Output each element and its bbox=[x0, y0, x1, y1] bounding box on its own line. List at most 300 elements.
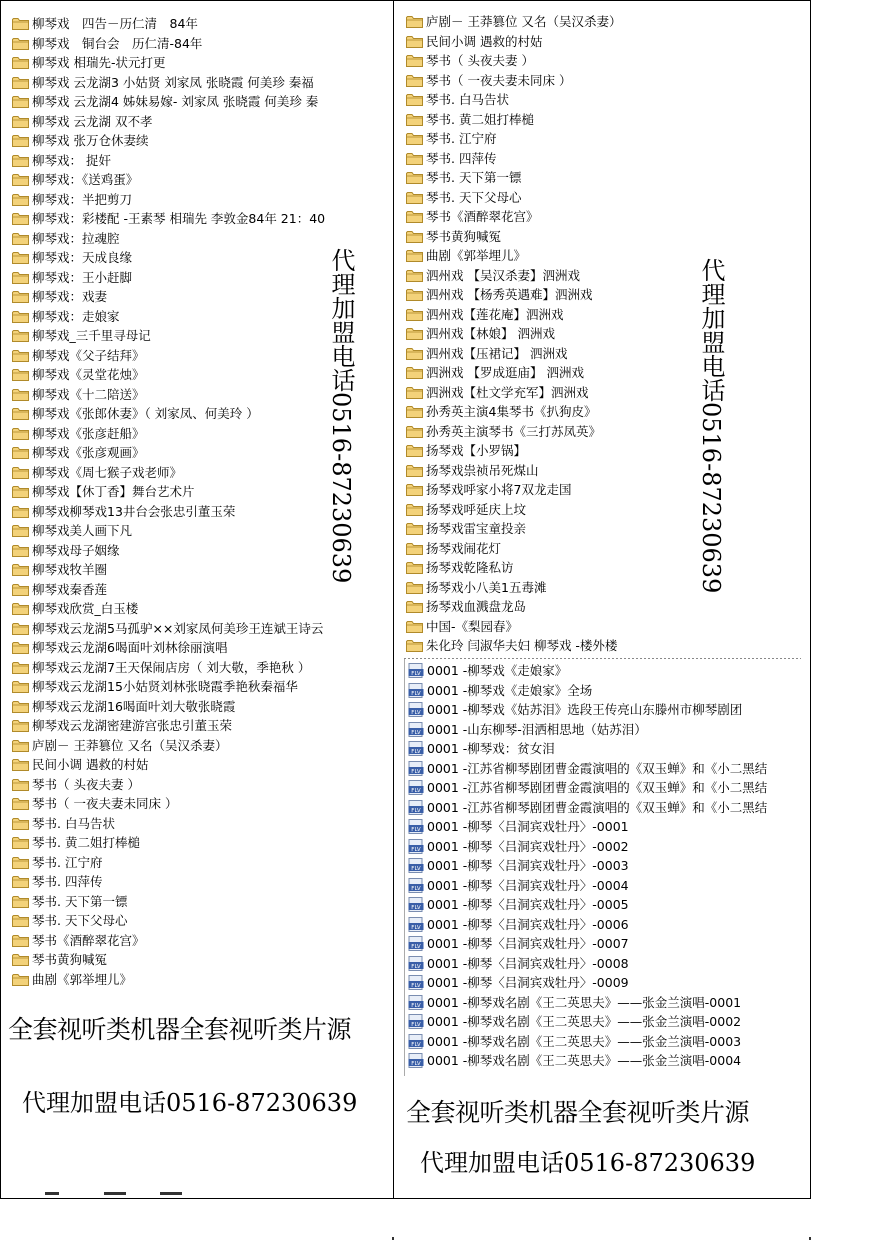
item-label: 柳琴戏：半把剪刀 bbox=[32, 191, 133, 207]
folder-icon bbox=[12, 875, 29, 888]
folder-item[interactable] bbox=[406, 422, 621, 442]
folder-item[interactable] bbox=[12, 112, 325, 132]
folder-icon bbox=[406, 132, 423, 145]
scan-artifact bbox=[809, 1237, 811, 1240]
folder-item[interactable] bbox=[406, 636, 621, 653]
folder-item[interactable] bbox=[406, 266, 621, 286]
folder-icon bbox=[406, 347, 423, 360]
item-label: 柳琴戏：彩楼配 -王素琴 相瑞先 李敦金84年 21：40 bbox=[32, 211, 326, 226]
folder-item[interactable] bbox=[12, 775, 325, 795]
folder-icon bbox=[12, 407, 29, 420]
folder-item[interactable] bbox=[406, 227, 621, 247]
file-list-top-border bbox=[404, 658, 801, 659]
folder-item[interactable] bbox=[12, 151, 325, 171]
file-item[interactable] bbox=[408, 837, 767, 857]
item-label: 曲剧《郭举埋儿》 bbox=[32, 971, 133, 987]
file-item[interactable] bbox=[408, 1012, 767, 1032]
flv-file-icon bbox=[408, 956, 424, 971]
folder-icon bbox=[12, 758, 29, 771]
svg-text:FLV: FLV bbox=[411, 983, 421, 990]
folder-item[interactable] bbox=[12, 170, 325, 190]
folder-item[interactable] bbox=[12, 521, 325, 541]
folder-icon bbox=[12, 329, 29, 342]
folder-item[interactable] bbox=[12, 872, 325, 892]
folder-item[interactable] bbox=[12, 911, 325, 931]
folder-icon bbox=[12, 349, 29, 362]
folder-icon bbox=[12, 427, 29, 440]
folder-icon bbox=[12, 973, 29, 986]
item-label: 柳琴戏欣赏_白玉楼 bbox=[32, 601, 139, 616]
folder-item[interactable] bbox=[12, 482, 325, 502]
item-label: 琴书. 江宁府 bbox=[426, 131, 497, 146]
file-item[interactable] bbox=[408, 759, 767, 779]
flv-file-icon bbox=[408, 663, 424, 678]
svg-text:FLV: FLV bbox=[411, 827, 421, 834]
folder-icon bbox=[12, 232, 29, 245]
svg-text:FLV: FLV bbox=[411, 690, 421, 697]
folder-item[interactable] bbox=[12, 209, 325, 229]
folder-icon bbox=[12, 719, 29, 732]
folder-icon bbox=[12, 953, 29, 966]
item-label: 琴书. 黄二姐打棒槌 bbox=[426, 111, 534, 127]
folder-item[interactable] bbox=[406, 461, 621, 481]
item-label: 琴书. 四萍传 bbox=[426, 150, 497, 166]
folder-item[interactable] bbox=[12, 755, 325, 775]
folder-icon bbox=[406, 483, 423, 496]
folder-item[interactable] bbox=[406, 90, 621, 110]
folder-icon bbox=[406, 152, 423, 165]
svg-text:FLV: FLV bbox=[411, 749, 421, 756]
folder-item[interactable] bbox=[12, 931, 325, 951]
folder-icon bbox=[406, 15, 423, 28]
folder-icon bbox=[12, 466, 29, 479]
svg-text:FLV: FLV bbox=[411, 963, 421, 970]
file-item[interactable] bbox=[408, 876, 767, 896]
folder-item[interactable] bbox=[12, 970, 325, 990]
folder-icon bbox=[12, 856, 29, 869]
folder-item[interactable] bbox=[406, 519, 621, 539]
flv-file-icon bbox=[408, 1053, 424, 1068]
item-label: 泗洲戏【杜文学充军】泗洲戏 bbox=[426, 384, 589, 400]
folder-item[interactable] bbox=[12, 833, 325, 853]
flv-file-icon bbox=[408, 858, 424, 873]
item-label: 泗州戏【压裙记】 泗洲戏 bbox=[426, 345, 568, 361]
folder-item[interactable] bbox=[12, 248, 325, 268]
folder-item[interactable] bbox=[406, 129, 621, 149]
folder-item[interactable] bbox=[12, 892, 325, 912]
folder-icon bbox=[12, 212, 29, 225]
item-label: 柳琴戏《张彦观画》 bbox=[32, 445, 145, 460]
folder-icon bbox=[12, 700, 29, 713]
svg-text:FLV: FLV bbox=[411, 1002, 421, 1009]
item-label: 0001 -柳琴戏《姑苏泪》选段王传亮山东滕州市柳琴剧团 bbox=[427, 702, 743, 717]
folder-item[interactable] bbox=[406, 578, 621, 598]
folder-item[interactable] bbox=[12, 287, 325, 307]
item-label: 扬琴戏呼延庆上坟 bbox=[426, 501, 527, 517]
item-label: 柳琴戏母子姻缘 bbox=[32, 542, 120, 558]
item-label: 0001 -柳琴戏《走娘家》全场 bbox=[427, 682, 593, 698]
folder-item[interactable] bbox=[406, 480, 621, 500]
file-item[interactable] bbox=[408, 954, 767, 974]
flv-file-icon bbox=[408, 897, 424, 912]
item-label: 朱化玲 闫淑华夫妇 柳琴戏 -楼外楼 bbox=[426, 638, 618, 653]
folder-item[interactable] bbox=[406, 110, 621, 130]
item-label: 琴书. 天下第一镖 bbox=[32, 893, 128, 909]
item-label: 柳琴戏云龙湖5马孤驴××刘家凤何美珍王连斌王诗云 bbox=[32, 620, 324, 636]
file-item[interactable] bbox=[408, 739, 767, 759]
file-item[interactable] bbox=[408, 681, 767, 701]
folder-item[interactable] bbox=[12, 326, 325, 346]
folder-icon bbox=[406, 600, 423, 613]
folder-icon bbox=[12, 778, 29, 791]
file-item[interactable] bbox=[408, 661, 767, 681]
item-label: 泗州戏【林娘】 泗洲戏 bbox=[426, 326, 555, 341]
item-label: 0001 -柳琴〈吕洞宾戏牡丹〉-0007 bbox=[427, 936, 629, 951]
folder-icon bbox=[406, 444, 423, 457]
item-label: 0001 -柳琴〈吕洞宾戏牡丹〉-0005 bbox=[427, 897, 629, 912]
folder-icon bbox=[406, 269, 423, 282]
item-label: 柳琴戏 四告－历仁清 84年 bbox=[32, 16, 198, 31]
folder-item[interactable] bbox=[12, 580, 325, 600]
folder-icon bbox=[12, 505, 29, 518]
file-list bbox=[408, 661, 767, 1071]
folder-icon bbox=[12, 95, 29, 108]
folder-icon bbox=[406, 581, 423, 594]
item-label: 泗州戏【莲花庵】泗洲戏 bbox=[426, 306, 564, 322]
folder-item[interactable] bbox=[12, 34, 325, 54]
item-label: 扬琴戏闹花灯 bbox=[426, 540, 502, 556]
folder-item[interactable] bbox=[406, 149, 621, 169]
item-label: 柳琴戏秦香莲 bbox=[32, 581, 108, 597]
left-folder-list bbox=[12, 14, 325, 989]
folder-item[interactable] bbox=[12, 502, 325, 522]
right-folder-panel bbox=[404, 10, 734, 653]
item-label: 柳琴戏 铜台会 历仁清-84年 bbox=[32, 35, 203, 51]
right-slogan: 全套视听类机器全套视听类片源 bbox=[406, 1098, 750, 1127]
flv-file-icon bbox=[408, 995, 424, 1010]
folder-item[interactable] bbox=[12, 53, 325, 73]
folder-item[interactable] bbox=[406, 597, 621, 617]
file-item[interactable] bbox=[408, 778, 767, 798]
file-list-left-border bbox=[404, 658, 405, 1076]
folder-item[interactable] bbox=[12, 268, 325, 288]
folder-item[interactable] bbox=[12, 716, 325, 736]
folder-item[interactable] bbox=[406, 363, 621, 383]
column-divider bbox=[393, 0, 394, 1199]
right-phone: 代理加盟电话0516-87230639 bbox=[420, 1149, 756, 1177]
file-item[interactable] bbox=[408, 1051, 767, 1071]
item-label: 0001 -柳琴戏《走娘家》 bbox=[427, 663, 568, 678]
item-label: 0001 -柳琴〈吕洞宾戏牡丹〉-0009 bbox=[427, 975, 629, 990]
svg-text:FLV: FLV bbox=[411, 866, 421, 873]
folder-icon bbox=[12, 173, 29, 186]
file-item[interactable] bbox=[408, 993, 767, 1013]
flv-file-icon bbox=[408, 917, 424, 932]
folder-icon bbox=[406, 542, 423, 555]
folder-item[interactable] bbox=[406, 12, 621, 32]
item-label: 泗州戏 【杨秀英遇难】泗洲戏 bbox=[426, 287, 593, 302]
folder-icon bbox=[406, 425, 423, 438]
item-label: 琴书. 天下第一镖 bbox=[426, 170, 522, 185]
folder-item[interactable] bbox=[406, 32, 621, 52]
folder-item[interactable] bbox=[12, 658, 325, 678]
folder-item[interactable] bbox=[12, 14, 325, 34]
folder-icon bbox=[12, 76, 29, 89]
flv-file-icon bbox=[408, 936, 424, 951]
folder-item[interactable] bbox=[406, 617, 621, 637]
flv-file-icon bbox=[408, 741, 424, 756]
item-label: 扬琴戏乾隆私访 bbox=[426, 560, 514, 575]
folder-icon bbox=[12, 271, 29, 284]
folder-icon bbox=[406, 308, 423, 321]
svg-text:FLV: FLV bbox=[411, 768, 421, 775]
flv-file-icon bbox=[408, 878, 424, 893]
folder-icon bbox=[406, 74, 423, 87]
folder-item[interactable] bbox=[12, 619, 325, 639]
folder-icon bbox=[12, 583, 29, 596]
file-item[interactable] bbox=[408, 915, 767, 935]
folder-item[interactable] bbox=[406, 207, 621, 227]
folder-icon bbox=[406, 230, 423, 243]
item-label: 孙秀英主演琴书《三打苏凤英》 bbox=[426, 423, 602, 439]
svg-text:FLV: FLV bbox=[411, 1061, 421, 1068]
item-label: 柳琴戏云龙湖密建游宫张忠引董玉荣 bbox=[32, 718, 233, 733]
item-label: 琴书（ 头夜夫妻 ） bbox=[426, 53, 534, 68]
folder-item[interactable] bbox=[12, 424, 325, 444]
item-label: 0001 -柳琴〈吕洞宾戏牡丹〉-0008 bbox=[427, 955, 629, 971]
folder-item[interactable] bbox=[12, 307, 325, 327]
file-item[interactable] bbox=[408, 934, 767, 954]
svg-text:FLV: FLV bbox=[411, 1022, 421, 1029]
scan-artifact bbox=[392, 1237, 394, 1240]
folder-icon bbox=[406, 288, 423, 301]
folder-item[interactable] bbox=[12, 346, 325, 366]
item-label: 0001 -柳琴戏：贫女泪 bbox=[427, 741, 555, 756]
left-folder-panel bbox=[10, 12, 352, 990]
folder-item[interactable] bbox=[12, 736, 325, 756]
folder-item[interactable] bbox=[12, 404, 325, 424]
item-label: 琴书黄狗喊冤 bbox=[32, 952, 108, 967]
file-item[interactable] bbox=[408, 700, 767, 720]
svg-text:FLV: FLV bbox=[411, 885, 421, 892]
folder-item[interactable] bbox=[12, 229, 325, 249]
folder-icon bbox=[12, 388, 29, 401]
right-vertical-phone: 代理加盟电话0516-87230639 bbox=[697, 258, 725, 594]
flv-file-icon bbox=[408, 800, 424, 815]
svg-text:FLV: FLV bbox=[411, 924, 421, 931]
folder-icon bbox=[12, 544, 29, 557]
folder-icon bbox=[406, 522, 423, 535]
file-item[interactable] bbox=[408, 817, 767, 837]
file-item[interactable] bbox=[408, 798, 767, 818]
folder-icon bbox=[12, 602, 29, 615]
item-label: 柳琴戏牧羊圈 bbox=[32, 562, 108, 577]
item-label: 柳琴戏云龙湖6喝面叶刘林徐丽演唱 bbox=[32, 640, 228, 655]
folder-icon bbox=[12, 193, 29, 206]
item-label: 柳琴戏《周七猴子戏老师》 bbox=[32, 464, 183, 480]
item-label: 扬琴戏雷宝童投亲 bbox=[426, 521, 527, 536]
item-label: 0001 -柳琴戏名剧《王二英思夫》——张金兰演唱-0001 bbox=[427, 994, 742, 1010]
folder-icon bbox=[12, 563, 29, 576]
svg-text:FLV: FLV bbox=[411, 846, 421, 853]
item-label: 柳琴戏_三千里寻母记 bbox=[32, 328, 151, 343]
item-label: 庐剧－ 王莽篡位 又名（吴汉杀妻） bbox=[32, 737, 228, 753]
folder-icon bbox=[406, 191, 423, 204]
folder-item[interactable] bbox=[406, 383, 621, 403]
folder-item[interactable] bbox=[406, 51, 621, 71]
item-label: 柳琴戏：《送鸡蛋》 bbox=[32, 172, 139, 187]
folder-icon bbox=[406, 93, 423, 106]
item-label: 0001 -柳琴〈吕洞宾戏牡丹〉-0004 bbox=[427, 877, 629, 893]
folder-item[interactable] bbox=[406, 168, 621, 188]
folder-icon bbox=[406, 171, 423, 184]
folder-icon bbox=[12, 56, 29, 69]
file-item[interactable] bbox=[408, 856, 767, 876]
folder-icon bbox=[12, 485, 29, 498]
folder-item[interactable] bbox=[12, 131, 325, 151]
item-label: 琴书. 江宁府 bbox=[32, 854, 103, 870]
folder-item[interactable] bbox=[12, 638, 325, 658]
folder-item[interactable] bbox=[12, 365, 325, 385]
folder-item[interactable] bbox=[12, 794, 325, 814]
item-label: 扬琴戏呼家小将7双龙走国 bbox=[426, 482, 572, 497]
scan-artifact bbox=[104, 1192, 126, 1195]
item-label: 曲剧《郭举埋儿》 bbox=[426, 248, 527, 263]
flv-file-icon bbox=[408, 819, 424, 834]
item-label: 琴书. 黄二姐打棒槌 bbox=[32, 835, 140, 850]
folder-item[interactable] bbox=[406, 305, 621, 325]
folder-item[interactable] bbox=[12, 950, 325, 970]
folder-icon bbox=[12, 154, 29, 167]
item-label: 柳琴戏《张彦赶船》 bbox=[32, 425, 145, 441]
folder-item[interactable] bbox=[12, 599, 325, 619]
item-label: 柳琴戏：走娘家 bbox=[32, 308, 120, 324]
svg-text:FLV: FLV bbox=[411, 807, 421, 814]
right-folder-list bbox=[406, 12, 621, 653]
item-label: 0001 -柳琴戏名剧《王二英思夫》——张金兰演唱-0004 bbox=[427, 1053, 742, 1068]
item-label: 民间小调 遇救的村姑 bbox=[32, 757, 149, 772]
folder-item[interactable] bbox=[12, 541, 325, 561]
item-label: 泗洲戏 【罗成逛庙】 泗洲戏 bbox=[426, 365, 584, 380]
folder-item[interactable] bbox=[12, 190, 325, 210]
item-label: 扬琴戏祟祯吊死煤山 bbox=[426, 462, 539, 478]
item-label: 琴书（ 一夜夫妻未同床 ） bbox=[32, 796, 178, 811]
folder-icon bbox=[12, 739, 29, 752]
item-label: 柳琴戏云龙湖15小姑贤刘林张晓霞季艳秋秦福华 bbox=[32, 679, 298, 694]
item-label: 柳琴戏：天成良缘 bbox=[32, 250, 133, 265]
folder-item[interactable] bbox=[406, 558, 621, 578]
folder-item[interactable] bbox=[406, 500, 621, 520]
item-label: 0001 -柳琴〈吕洞宾戏牡丹〉-0006 bbox=[427, 916, 629, 932]
item-label: 0001 -柳琴〈吕洞宾戏牡丹〉-0001 bbox=[427, 819, 629, 834]
folder-item[interactable] bbox=[12, 677, 325, 697]
folder-item[interactable] bbox=[406, 71, 621, 91]
folder-item[interactable] bbox=[406, 402, 621, 422]
flv-file-icon bbox=[408, 839, 424, 854]
svg-text:FLV: FLV bbox=[411, 671, 421, 678]
left-slogan: 全套视听类机器全套视听类片源 bbox=[8, 1015, 352, 1044]
flv-file-icon bbox=[408, 761, 424, 776]
folder-icon bbox=[406, 366, 423, 379]
item-label: 琴书黄狗喊冤 bbox=[426, 228, 502, 244]
folder-item[interactable] bbox=[406, 285, 621, 305]
flv-file-icon bbox=[408, 1034, 424, 1049]
folder-item[interactable] bbox=[406, 246, 621, 266]
folder-icon bbox=[406, 327, 423, 340]
item-label: 琴书. 天下父母心 bbox=[426, 189, 522, 205]
item-label: 琴书. 白马告状 bbox=[426, 92, 509, 107]
svg-text:FLV: FLV bbox=[411, 944, 421, 951]
folder-item[interactable] bbox=[406, 324, 621, 344]
folder-icon bbox=[12, 446, 29, 459]
folder-icon bbox=[12, 134, 29, 147]
folder-icon bbox=[406, 405, 423, 418]
flv-file-icon bbox=[408, 683, 424, 698]
item-label: 0001 -江苏省柳琴剧团曹金霞演唱的《双玉蝉》和《小二黑结 bbox=[427, 760, 768, 776]
folder-icon bbox=[12, 661, 29, 674]
folder-item[interactable] bbox=[12, 73, 325, 93]
folder-item[interactable] bbox=[12, 463, 325, 483]
file-item[interactable] bbox=[408, 973, 767, 993]
folder-icon bbox=[12, 641, 29, 654]
folder-icon bbox=[12, 622, 29, 635]
file-item[interactable] bbox=[408, 1032, 767, 1052]
svg-text:FLV: FLV bbox=[411, 1041, 421, 1048]
file-item[interactable] bbox=[408, 895, 767, 915]
file-list-panel bbox=[404, 658, 801, 1076]
file-item[interactable] bbox=[408, 720, 767, 740]
folder-icon bbox=[12, 817, 29, 830]
folder-item[interactable] bbox=[406, 188, 621, 208]
item-label: 0001 -江苏省柳琴剧团曹金霞演唱的《双玉蝉》和《小二黑结 bbox=[427, 780, 768, 795]
folder-item[interactable] bbox=[406, 539, 621, 559]
item-label: 庐剧－ 王莽篡位 又名（吴汉杀妻） bbox=[426, 14, 622, 29]
item-label: 琴书. 白马告状 bbox=[32, 815, 115, 831]
folder-item[interactable] bbox=[12, 853, 325, 873]
folder-item[interactable] bbox=[12, 92, 325, 112]
item-label: 柳琴戏 云龙湖3 小姑贤 刘家凤 张晓霞 何美珍 秦福 bbox=[32, 74, 314, 90]
item-label: 柳琴戏 相瑞先-状元打更 bbox=[32, 55, 166, 70]
flv-file-icon bbox=[408, 780, 424, 795]
folder-icon bbox=[406, 249, 423, 262]
item-label: 柳琴戏 云龙湖4 姊妹易嫁- 刘家凤 张晓霞 何美珍 秦 bbox=[32, 94, 319, 109]
flv-file-icon bbox=[408, 722, 424, 737]
folder-item[interactable] bbox=[406, 441, 621, 461]
folder-icon bbox=[12, 17, 29, 30]
item-label: 0001 -柳琴〈吕洞宾戏牡丹〉-0002 bbox=[427, 838, 629, 854]
flv-file-icon bbox=[408, 702, 424, 717]
folder-item[interactable] bbox=[12, 697, 325, 717]
item-label: 0001 -柳琴戏名剧《王二英思夫》——张金兰演唱-0002 bbox=[427, 1014, 742, 1029]
item-label: 柳琴戏《灵堂花烛》 bbox=[32, 367, 145, 382]
item-label: 柳琴戏云龙湖16喝面叶刘大敬张晓霞 bbox=[32, 698, 236, 714]
folder-item[interactable] bbox=[12, 443, 325, 463]
folder-item[interactable] bbox=[12, 560, 325, 580]
folder-item[interactable] bbox=[12, 814, 325, 834]
item-label: 柳琴戏：王小赶脚 bbox=[32, 269, 133, 285]
folder-icon bbox=[12, 115, 29, 128]
item-label: 琴书（ 头夜夫妻 ） bbox=[32, 776, 140, 792]
folder-icon bbox=[12, 251, 29, 264]
scan-artifact bbox=[160, 1192, 182, 1195]
folder-icon bbox=[406, 54, 423, 67]
folder-item[interactable] bbox=[12, 385, 325, 405]
folder-icon bbox=[406, 620, 423, 633]
item-label: 柳琴戏柳琴戏13井台会张忠引董玉荣 bbox=[32, 503, 236, 519]
folder-icon bbox=[406, 210, 423, 223]
folder-item[interactable] bbox=[406, 344, 621, 364]
item-label: 柳琴戏 云龙湖 双不孝 bbox=[32, 113, 153, 129]
